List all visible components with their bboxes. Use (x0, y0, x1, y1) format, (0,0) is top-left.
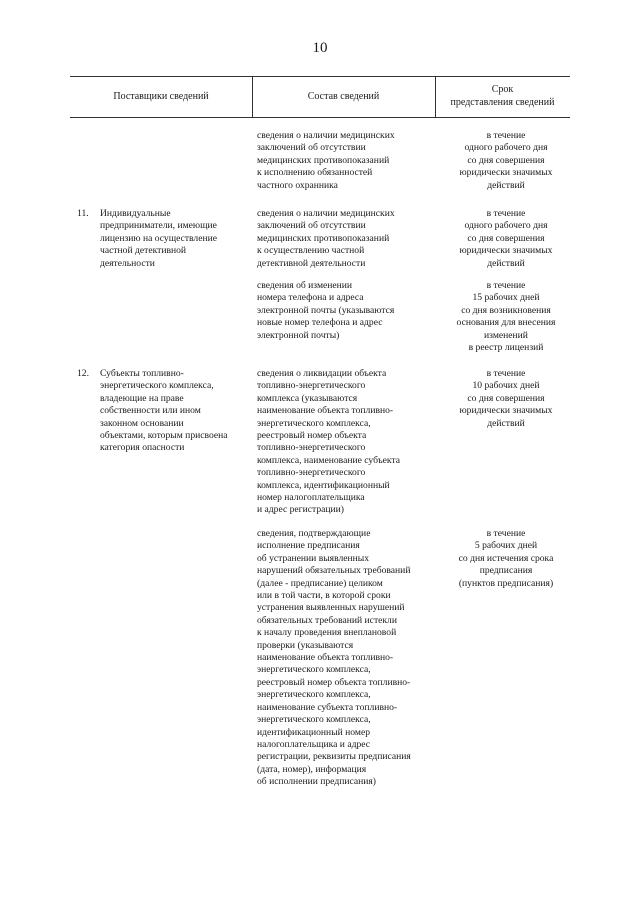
content-cell-line: медицинских противопоказаний (257, 154, 390, 166)
content-cell-line: (далее - предписание) целиком (257, 577, 383, 589)
supplier-cell-line: предприниматели, имеющие (100, 220, 217, 232)
term-cell-line: действий (487, 179, 525, 191)
row-number: 12. (77, 368, 89, 379)
term-cell-line: 10 рабочих дней (472, 380, 540, 392)
content-cell-line: электронной почты) (257, 329, 340, 341)
content-cell-line: к осуществлению частной (257, 245, 365, 257)
content-cell-line: топливно-энергетического (257, 380, 366, 392)
content-cell-line: к началу проведения внеплановой (257, 627, 397, 639)
content-cell-line: топливно-энергетического (257, 442, 366, 454)
table-row (70, 208, 570, 278)
term-cell (442, 368, 570, 430)
supplier-cell-line: категория опасности (100, 442, 185, 454)
table-row (70, 528, 570, 808)
supplier-cell-line: лицензию на осуществление (100, 232, 218, 244)
supplier-cell-line: законном основании (100, 417, 184, 429)
content-cell-line: устранения выявленных нарушений (257, 602, 405, 614)
supplier-cell-line: энергетического комплекса, (100, 380, 214, 392)
term-cell-line: со дня совершения (467, 232, 545, 244)
term-cell-line: основания для внесения (456, 317, 556, 329)
content-cell-line: сведения о наличии медицинских (257, 208, 395, 219)
header-term-line: Срок (491, 84, 514, 95)
row-number: 11. (77, 208, 89, 219)
term-cell-line: в течение (486, 368, 526, 379)
content-cell-line: энергетического комплекса, (257, 417, 371, 429)
table-row (70, 368, 570, 518)
supplier-cell (100, 208, 250, 270)
content-cell-line: медицинских противопоказаний (257, 232, 390, 244)
content-cell-line: энергетического комплекса, (257, 664, 371, 676)
content-cell (257, 280, 433, 342)
content-cell-line: наименование субъекта топливно- (257, 701, 398, 713)
content-cell-line: частного охранника (257, 179, 338, 191)
content-cell-line: электронной почты (указываются (257, 304, 395, 316)
term-cell-line: изменений (484, 329, 528, 341)
supplier-cell (100, 368, 250, 455)
supplier-cell-line: Субъекты топливно- (100, 368, 184, 379)
content-cell-line: регистрации, реквизиты предписания (257, 751, 411, 763)
term-cell-line: в течение (486, 528, 526, 539)
header-term-line: представления сведений (450, 96, 555, 108)
content-cell-line: сведения об изменении (257, 280, 353, 291)
content-cell-line: исполнение предписания (257, 540, 360, 552)
content-cell-line: номер налогоплательщика (257, 492, 365, 504)
term-cell-line: со дня возникновения (461, 304, 551, 316)
term-cell-line: юридически значимых (459, 167, 553, 179)
data-table (70, 76, 570, 788)
term-cell (442, 130, 570, 192)
content-cell (257, 130, 433, 192)
content-cell-line: об устранении выявленных (257, 552, 370, 564)
content-cell-line: комплекса, наименование субъекта (257, 454, 401, 466)
content-cell-line: об исполнении предписания) (257, 776, 376, 788)
content-cell-line: сведения о ликвидации объекта (257, 368, 387, 379)
term-cell-line: со дня истечения срока (458, 552, 554, 564)
content-cell-line: реестровый номер объекта топливно- (257, 676, 411, 688)
supplier-cell-line: Индивидуальные (100, 208, 171, 219)
term-cell-line: юридически значимых (459, 245, 553, 257)
term-cell-line: юридически значимых (459, 405, 553, 417)
term-cell-line: со дня совершения (467, 392, 545, 404)
content-cell-line: наименование объекта топливно- (257, 652, 394, 664)
content-cell-line: энергетического комплекса, (257, 714, 371, 726)
content-cell-line: заключений об отсутствии (257, 142, 366, 154)
supplier-cell-line: владеющие на праве (100, 392, 184, 404)
content-cell-line: сведения о наличии медицинских (257, 130, 395, 141)
content-cell-line: комплекса, идентификационный (257, 479, 390, 491)
content-cell-line: нарушений обязательных требований (257, 565, 411, 577)
term-cell-line: действий (487, 257, 525, 269)
term-cell (442, 208, 570, 270)
term-cell-line: предписания (479, 565, 533, 577)
content-cell (257, 528, 433, 789)
term-cell (442, 280, 570, 354)
header-term (435, 84, 570, 109)
content-cell-line: сведения, подтверждающие (257, 528, 371, 539)
term-cell-line: в течение (486, 130, 526, 141)
content-cell-line: топливно-энергетического (257, 467, 366, 479)
content-cell-line: энергетического комплекса, (257, 689, 371, 701)
supplier-cell-line: объектами, которым присвоена (100, 430, 228, 442)
content-cell (257, 368, 433, 517)
content-cell-line: или в той части, в которой сроки (257, 590, 391, 602)
term-cell-line: в течение (486, 208, 526, 219)
term-cell-line: в течение (486, 280, 526, 291)
content-cell (257, 208, 433, 270)
supplier-cell-line: собственности или ином (100, 405, 201, 417)
table-row (70, 280, 570, 360)
supplier-cell-line: деятельности (100, 257, 155, 269)
table-header (70, 76, 570, 118)
term-cell-line: в реестр лицензий (468, 342, 544, 354)
content-cell-line: наименование объекта топливно- (257, 405, 394, 417)
supplier-cell-line: частной детективной (100, 245, 187, 257)
content-cell-line: проверки (указываются (257, 639, 354, 651)
content-cell-line: детективной деятельности (257, 257, 366, 269)
content-cell-line: новые номер телефона и адрес (257, 317, 383, 329)
term-cell-line: одного рабочего дня (464, 220, 548, 232)
term-cell (442, 528, 570, 590)
content-cell-line: налогоплательщика и адрес (257, 738, 371, 750)
term-cell-line: (пунктов предписания) (458, 577, 554, 589)
page-number: 10 (312, 40, 328, 56)
content-cell-line: (дата, номер), информация (257, 763, 367, 775)
content-cell-line: идентификационный номер (257, 726, 371, 738)
content-cell-line: и адрес регистрации) (257, 504, 344, 516)
content-cell-line: к исполнению обязанностей (257, 167, 373, 179)
term-cell-line: 5 рабочих дней (474, 540, 538, 552)
content-cell-line: комплекса (указываются (257, 392, 358, 404)
content-cell-line: номера телефона и адреса (257, 292, 364, 304)
header-suppliers: Поставщики сведений (113, 91, 209, 102)
content-cell-line: заключений об отсутствии (257, 220, 366, 232)
term-cell-line: со дня совершения (467, 154, 545, 166)
term-cell-line: одного рабочего дня (464, 142, 548, 154)
table-row (70, 130, 570, 200)
header-content: Состав сведений (307, 91, 380, 102)
content-cell-line: обязательных требований истекли (257, 614, 397, 626)
content-cell-line: реестровый номер объекта (257, 430, 367, 442)
term-cell-line: действий (487, 417, 525, 429)
term-cell-line: 15 рабочих дней (472, 292, 540, 304)
